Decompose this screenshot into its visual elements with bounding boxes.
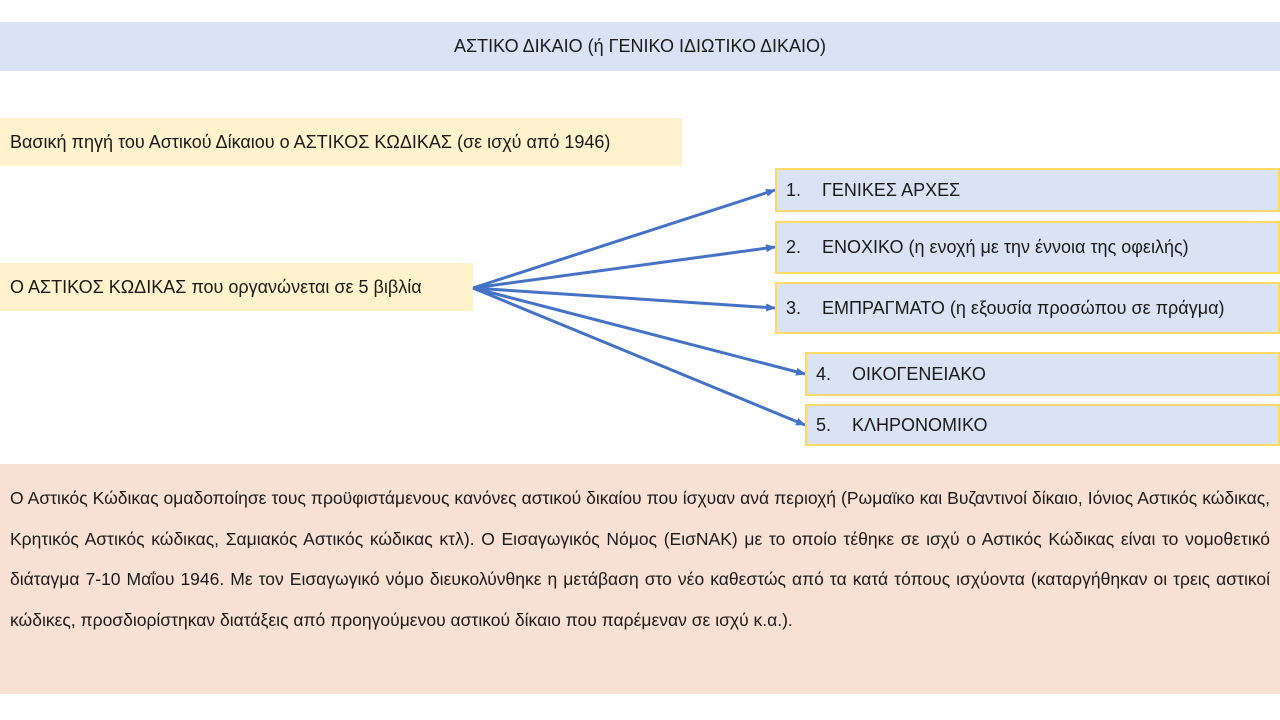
arrow-to-book-2 — [473, 247, 775, 288]
title-text: ΑΣΤΙΚΟ ΔΙΚΑΙΟ (ή ΓΕΝΙΚΟ ΙΔΙΩΤΙΚΟ ΔΙΚΑΙΟ) — [454, 36, 826, 56]
book-general-principles — [775, 168, 1280, 212]
book-obligations — [775, 221, 1280, 274]
book-number: 3. — [786, 297, 802, 318]
book-family — [805, 352, 1280, 396]
book-label: ΕΜΠΡΑΓΜΑΤΟ (η εξουσία προσώπου σε πράγμα) — [822, 297, 1225, 318]
book-number: 1. — [786, 179, 802, 200]
book-label: ΓΕΝΙΚΕΣ ΑΡΧΕΣ — [822, 179, 961, 200]
arrow-to-book-5 — [473, 288, 805, 425]
book-number: 4. — [816, 363, 832, 384]
source-text: Βασική πηγή του Αστικού Δίκαιου ο ΑΣΤΙΚΟΣ ΚΩΔΙΚΑΣ (σε ισχύ από 1946) — [10, 131, 611, 152]
book-inheritance — [805, 404, 1280, 446]
explanation-note — [0, 464, 1280, 694]
book-label: ΟΙΚΟΓΕΝΕΙΑΚΟ — [852, 363, 986, 384]
book-number: 5. — [816, 414, 832, 435]
arrow-to-book-4 — [473, 288, 805, 374]
arrow-to-book-3 — [473, 288, 775, 308]
organize-text: Ο ΑΣΤΙΚΟΣ ΚΩΔΙΚΑΣ που οργανώνεται σε 5 βιβλία — [10, 276, 422, 297]
book-number: 2. — [786, 237, 802, 257]
book-property — [775, 282, 1280, 334]
arrow-to-book-1 — [473, 190, 775, 288]
book-label: ΕΝΟΧΙΚΟ (η ενοχή με την έννοια της οφειλής) — [822, 237, 1189, 257]
book-label: ΚΛΗΡΟΝΟΜΙΚΟ — [852, 414, 988, 435]
note-text: Ο Αστικός Κώδικας ομαδοποίησε τους προϋφιστάμενους κανόνες αστικού δικαίου που ίσχυαν ανά περιοχή (Ρωμαϊκο και Βυζαντινοί δίκαιο, Ιόνιος Αστικός κώδικας, Κρητικός Αστικός κώδικας, Σαμιακός Αστικός κώδικας κτλ). Ο Εισαγωγικός Νόμος (ΕισΝΑΚ) με το οποίο τέθηκε σε ισχύ ο Αστικός Κώδικας είναι το νομοθετικό διάταγμα 7-10 Μαΐου 1946. Με τον Εισαγωγικό νόμο διευκολύνθηκε η μετάβαση στο νέο καθεστώς από τα κατά τόπους ισχύοντα (καταργήθηκαν οι τρεις αστικοί κώδικες, προσδιορίστηκαν διατάξεις από προηγούμενου αστικού δίκαιο που παρέμεναν σε ισχύ κ.α.). — [10, 488, 1270, 630]
